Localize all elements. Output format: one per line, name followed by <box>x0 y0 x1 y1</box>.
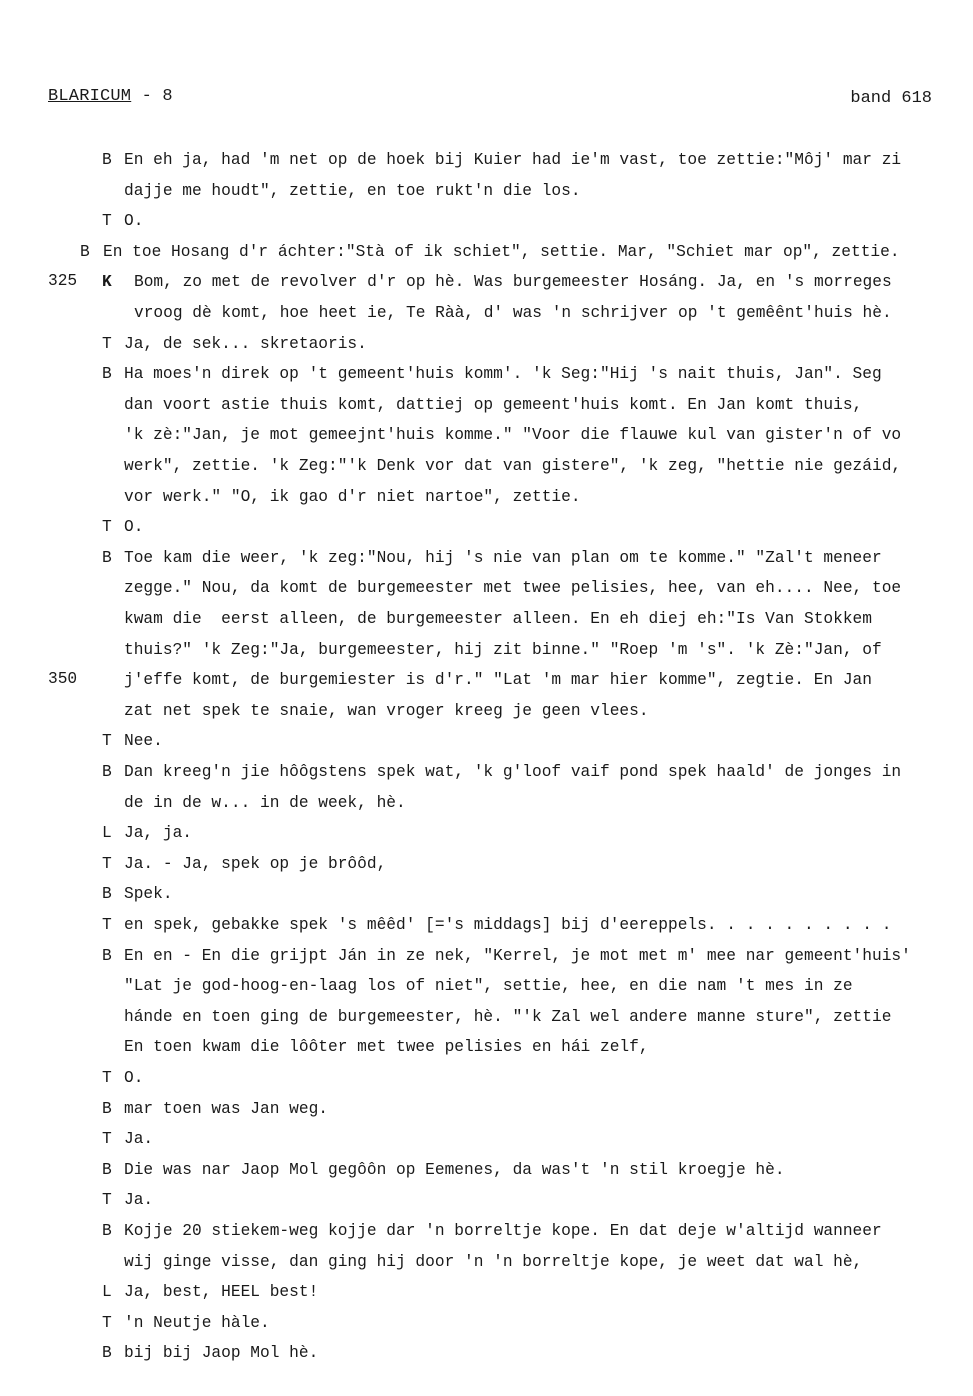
line-text: j'effe komt, de burgemiester is d'r." "Lat 'm mar hier komme", zegtie. En Jan <box>124 671 872 690</box>
transcript-line <box>0 609 973 631</box>
speaker-code: L <box>102 1283 112 1302</box>
transcript-line <box>0 1007 973 1029</box>
line-text: En toen kwam die lôôter met twee pelisies en hái zelf, <box>124 1038 649 1057</box>
speaker-code: B <box>102 548 112 567</box>
line-text: de in de w... in de week, hè. <box>124 793 406 812</box>
line-text: dajje me houdt", zettie, en toe rukt'n die los. <box>124 181 581 200</box>
transcript-line <box>0 884 973 906</box>
speaker-code: T <box>102 1191 112 1210</box>
line-text: thuis?" 'k Zeg:"Ja, burgemeester, hij zit binne." "Roep 'm 's". 'k Zè:"Jan, of <box>124 640 882 659</box>
transcript-line <box>0 1129 973 1151</box>
line-text: Dan kreeg'n jie hôôgstens spek wat, 'k g'loof vaif pond spek haald' de jonges in <box>124 763 902 781</box>
speaker-code: T <box>102 854 112 873</box>
speaker-code: B <box>102 885 112 904</box>
transcript-line <box>0 517 973 539</box>
line-text: 'k zè:"Jan, je mot gemeejnt'huis komme." "Voor die flauwe kul van gister'n of vo <box>124 426 902 445</box>
transcript-line <box>0 334 973 356</box>
transcript-line <box>0 640 973 662</box>
line-text: Toe kam die weer, 'k zeg:"Nou, hij 's nie van plan om te komme." "Zal't meneer <box>124 548 882 567</box>
line-text: vor werk." "O, ik gao d'r niet nartoe", zettie. <box>124 487 581 506</box>
transcript-line <box>0 1282 973 1304</box>
speaker-code: T <box>102 334 112 353</box>
line-text: En eh ja, had 'm net op de hoek bij Kuier had ie'm vast, toe zettie:"Môj' mar zi <box>124 151 902 169</box>
line-text: O. <box>124 1069 144 1087</box>
band-label: band 618 <box>850 89 932 108</box>
speaker-code: B <box>102 946 112 965</box>
speaker-code: B <box>102 1099 112 1118</box>
transcript-line <box>0 762 973 784</box>
transcript-line <box>0 854 973 876</box>
line-text: Ja. <box>124 1191 154 1210</box>
speaker-code: B <box>102 1344 112 1363</box>
transcript-line <box>0 1160 973 1182</box>
transcript-line <box>0 211 973 233</box>
transcript-line <box>0 1252 973 1274</box>
line-text: zegge." Nou, da komt de burgemeester met twee pelisies, hee, van eh.... Nee, toe <box>124 579 902 598</box>
transcript-line <box>0 1313 973 1335</box>
line-text: Ja, ja. <box>124 824 192 843</box>
speaker-code: T <box>102 212 112 231</box>
transcript-line <box>0 915 973 937</box>
speaker-code: T <box>102 1130 112 1149</box>
page-header-left <box>48 87 173 106</box>
line-text: mar toen was Jan weg. <box>124 1099 328 1118</box>
line-text: 'n Neutje hàle. <box>124 1313 270 1332</box>
transcript-line <box>0 946 973 968</box>
line-text: Ja. - Ja, spek op je brôôd, <box>124 854 387 873</box>
line-text: werk", zettie. 'k Zeg:"'k Denk vor dat van gistere", 'k zeg, "hettie nie gezáid, <box>124 457 902 475</box>
transcript-line <box>0 670 973 692</box>
speaker-code: K <box>102 273 112 292</box>
transcript-line <box>0 242 973 264</box>
line-text: hánde en toen ging de burgemeester, hè. "'k Zal wel andere manne sture", zettie <box>124 1007 892 1026</box>
transcript-line <box>0 793 973 815</box>
transcript-line <box>0 823 973 845</box>
line-number: 350 <box>48 670 78 689</box>
transcript-line <box>0 364 973 386</box>
line-text: Ha moes'n direk op 't gemeent'huis komm'. 'k Seg:"Hij 's nait thuis, Jan". Seg <box>124 365 882 384</box>
page-number: - 8 <box>141 87 173 106</box>
place-name: BLARICUM <box>48 87 132 106</box>
transcript-line <box>0 1099 973 1121</box>
transcript-line <box>0 272 973 294</box>
transcript-line <box>0 976 973 998</box>
line-text: Ja, de sek... skretaoris. <box>124 334 367 353</box>
speaker-code: T <box>102 518 112 537</box>
transcript-line <box>0 303 973 325</box>
transcript-line <box>0 456 973 478</box>
speaker-code: B <box>102 763 112 781</box>
line-text: O. <box>124 212 144 231</box>
line-text: Ja. <box>124 1130 154 1149</box>
line-text: Bom, zo met de revolver d'r op hè. Was burgemeester Hosáng. Ja, en 's morreges <box>134 273 892 292</box>
line-text: Kojje 20 stiekem-weg kojje dar 'n borreltje kope. En dat deje w'altijd wanneer <box>124 1222 882 1240</box>
transcript-line <box>0 1068 973 1090</box>
speaker-code: T <box>102 1313 112 1332</box>
line-text: Nee. <box>124 732 163 751</box>
speaker-code: B <box>80 242 90 261</box>
speaker-code: B <box>102 365 112 384</box>
line-text: Spek. <box>124 885 173 904</box>
line-text: zat net spek te snaie, wan vroger kreeg je geen vlees. <box>124 701 649 720</box>
speaker-code: B <box>102 1222 112 1240</box>
speaker-code: B <box>102 151 112 169</box>
line-text: wij ginge visse, dan ging hij door 'n 'n borreltje kope, je weet dat wal hè, <box>124 1252 863 1271</box>
transcript-line <box>0 1190 973 1212</box>
transcript-line <box>0 548 973 570</box>
transcript-line <box>0 1343 973 1365</box>
line-text: Ja, best, HEEL best! <box>124 1283 319 1302</box>
speaker-code: T <box>102 1069 112 1087</box>
transcript-line <box>0 150 973 172</box>
line-text: "Lat je god-hoog-en-laag los of niet", settie, hee, en die nam 't mes in ze <box>124 977 853 996</box>
line-text: kwam die eerst alleen, de burgemeester alleen. En eh diej eh:"Is Van Stokkem <box>124 610 872 628</box>
speaker-code: B <box>102 1160 112 1179</box>
speaker-code: L <box>102 824 112 843</box>
line-text: Die was nar Jaop Mol gegôôn op Eemenes, da was't 'n stil kroegje hè. <box>124 1160 785 1179</box>
line-text: bij bij Jaop Mol hè. <box>124 1344 319 1363</box>
transcript-line <box>0 701 973 723</box>
speaker-code: T <box>102 916 112 934</box>
line-text: en spek, gebakke spek 's mêêd' [='s middags] bij d'eereppels. . . . . . . . . . <box>124 916 892 934</box>
transcript-line <box>0 1221 973 1243</box>
line-text: dan voort astie thuis komt, dattiej op gemeent'huis komt. En Jan komt thuis, <box>124 395 863 414</box>
speaker-code: T <box>102 732 112 751</box>
transcript-line <box>0 425 973 447</box>
line-text: En toe Hosang d'r áchter:"Stà of ik schiet", settie. Mar, "Schiet mar op", zettie. <box>103 242 900 261</box>
transcript-line <box>0 181 973 203</box>
transcript-line <box>0 731 973 753</box>
line-text: vroog dè komt, hoe heet ie, Te Ràà, d' was 'n schrijver op 't gemêênt'huis hè. <box>134 304 892 322</box>
transcript-line <box>0 487 973 509</box>
line-text: O. <box>124 518 144 537</box>
line-text: En en - En die grijpt Ján in ze nek, "Kerrel, je mot met m' mee nar gemeent'huis' <box>124 946 911 965</box>
line-number: 325 <box>48 272 78 291</box>
transcript-line <box>0 395 973 417</box>
transcript-line <box>0 1037 973 1059</box>
transcript-line <box>0 578 973 600</box>
